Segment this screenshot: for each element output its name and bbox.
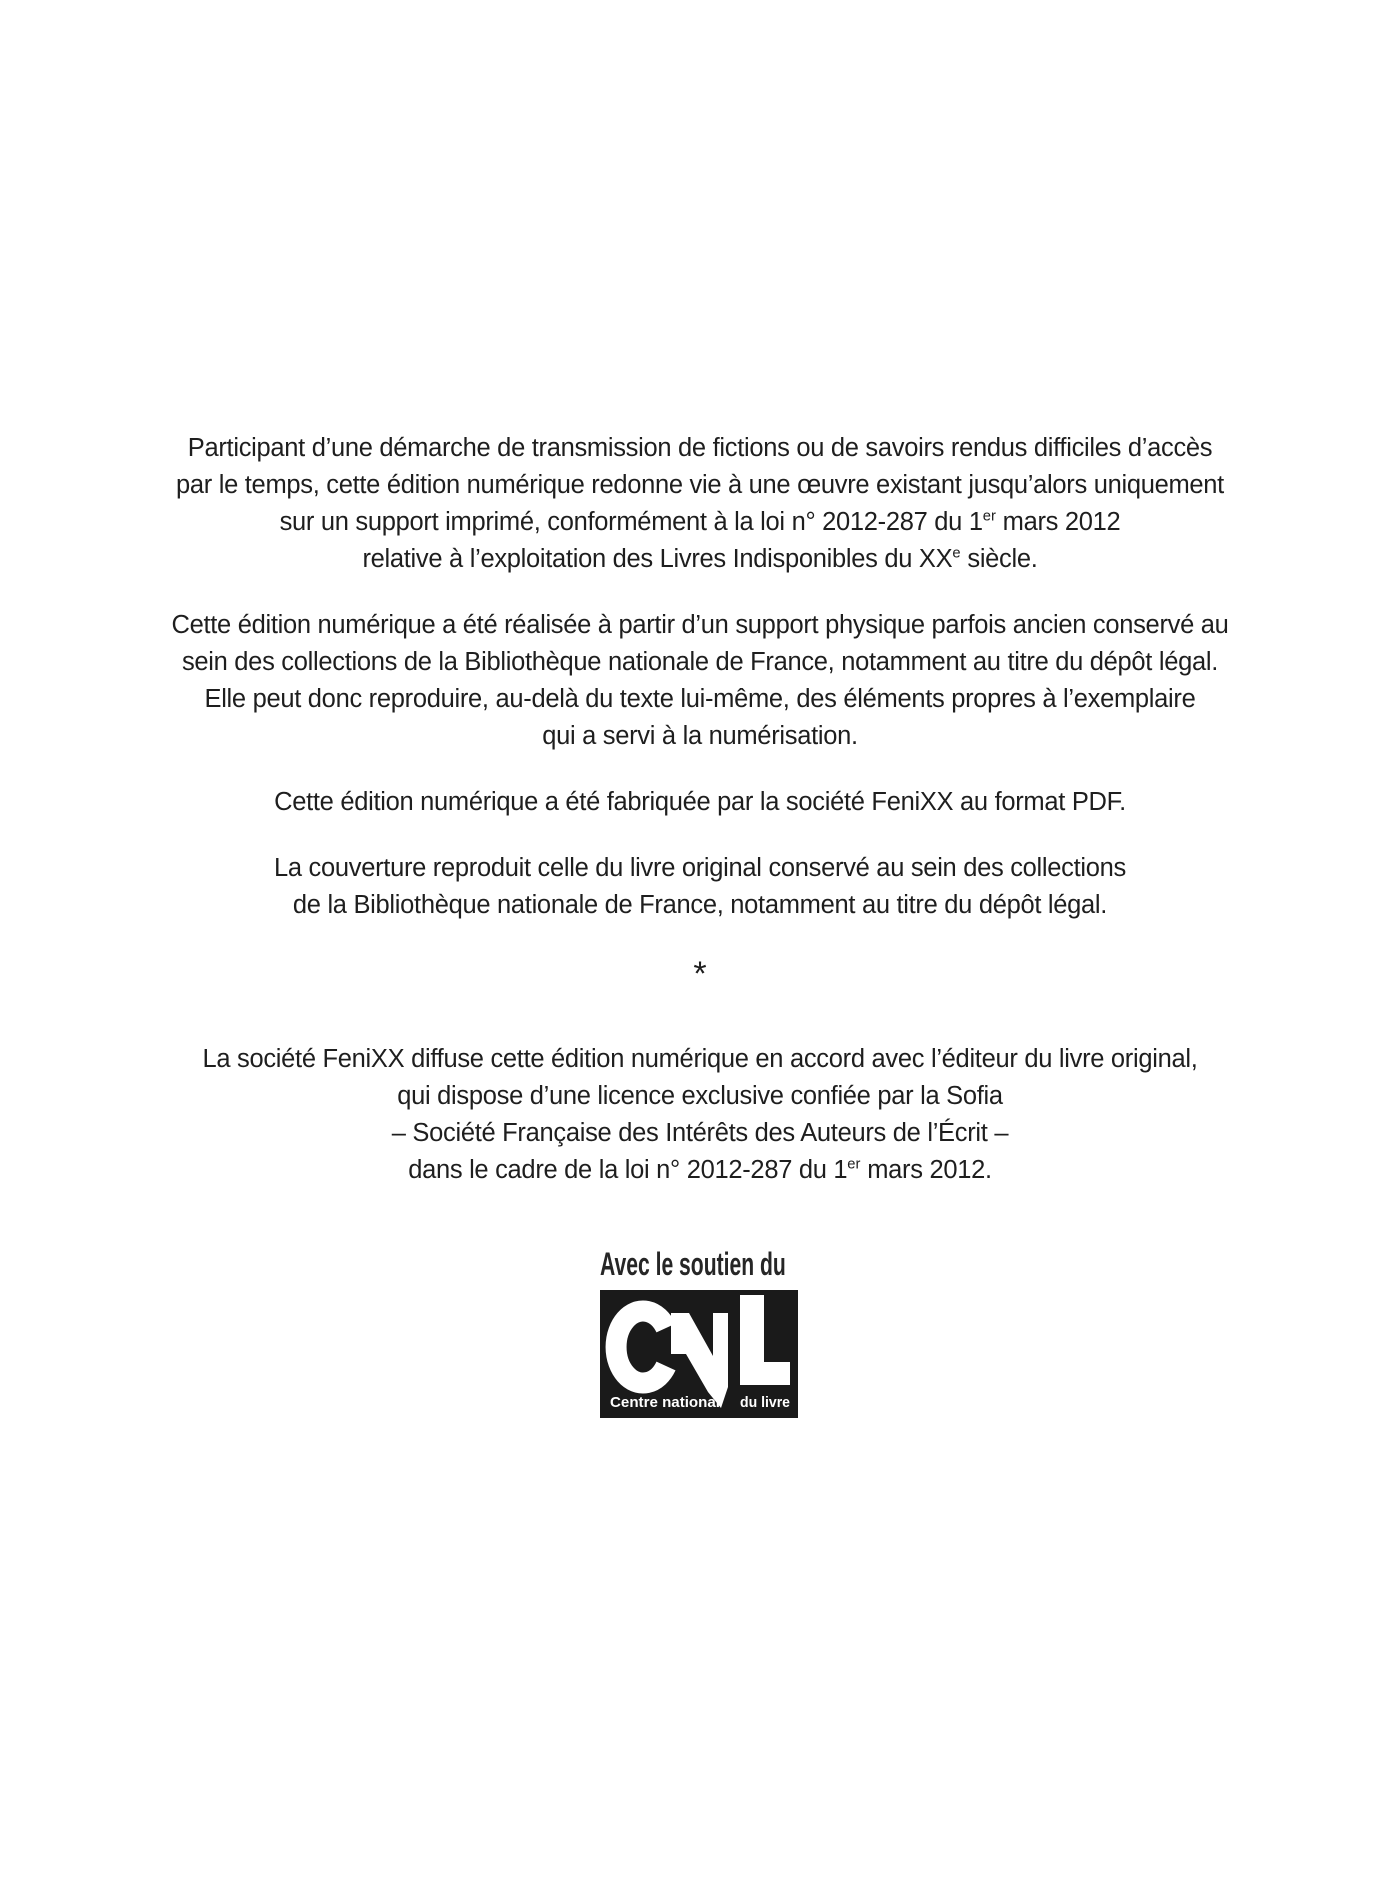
text-segment: qui dispose d’une licence exclusive confiée par la Sofia bbox=[397, 1082, 1003, 1110]
text-line bbox=[0, 1041, 1400, 1078]
paragraph bbox=[0, 850, 1400, 924]
text-segment: de la Bibliothèque nationale de France, notamment au titre du dépôt légal. bbox=[292, 891, 1108, 919]
text-segment: mars 2012. bbox=[860, 1156, 992, 1184]
text-segment: La société FeniXX diffuse cette édition numérique en accord avec l’éditeur du livre original, bbox=[202, 1045, 1198, 1073]
cnl-logo bbox=[600, 1290, 798, 1418]
cnl-caption-right: du livre bbox=[740, 1394, 790, 1411]
text-line bbox=[0, 718, 1400, 755]
support-section bbox=[600, 1248, 800, 1418]
paragraph bbox=[0, 784, 1400, 821]
text-segment: Participant d’une démarche de transmission de fictions ou de savoirs rendus difficiles d’accès bbox=[187, 434, 1213, 462]
colophon-text-block bbox=[0, 430, 1400, 1189]
text-line bbox=[0, 504, 1400, 541]
text-line bbox=[0, 644, 1400, 681]
paragraphs-after-separator bbox=[0, 1041, 1400, 1189]
cnl-caption-left: Centre national bbox=[610, 1394, 720, 1411]
text-segment: par le temps, cette édition numérique redonne vie à une œuvre existant jusqu’alors uniquement bbox=[176, 471, 1224, 499]
text-segment: dans le cadre de la loi n° 2012-287 du 1 bbox=[408, 1156, 848, 1184]
separator-asterisk: * bbox=[693, 955, 707, 993]
text-segment: sur un support imprimé, conformément à la loi n° 2012-287 du 1 bbox=[279, 508, 983, 536]
text-segment: Elle peut donc reproduire, au-delà du texte lui-même, des éléments propres à l’exemplaire bbox=[204, 685, 1196, 713]
text-line bbox=[0, 850, 1400, 887]
text-segment: Cette édition numérique a été réalisée à partir d’un support physique parfois ancien conservé au bbox=[171, 611, 1229, 639]
text-line bbox=[0, 430, 1400, 467]
text-segment: relative à l’exploitation des Livres Indisponibles du XX bbox=[362, 545, 953, 573]
text-line bbox=[0, 607, 1400, 644]
text-line bbox=[0, 784, 1400, 821]
paragraphs-before-separator bbox=[0, 430, 1400, 924]
paragraph bbox=[0, 430, 1400, 578]
text-segment: sein des collections de la Bibliothèque nationale de France, notamment au titre du dépôt légal. bbox=[181, 648, 1219, 676]
paragraph bbox=[0, 607, 1400, 755]
support-caption: Avec le soutien du bbox=[600, 1246, 786, 1282]
text-segment: siècle. bbox=[960, 545, 1038, 573]
superscript: er bbox=[847, 1156, 861, 1173]
paragraph bbox=[0, 1041, 1400, 1189]
text-segment: – Société Française des Intérêts des Auteurs de l’Écrit – bbox=[391, 1119, 1009, 1147]
text-line bbox=[0, 541, 1400, 578]
text-line bbox=[0, 681, 1400, 718]
text-line bbox=[0, 1115, 1400, 1152]
superscript: er bbox=[982, 508, 996, 525]
text-line bbox=[0, 1152, 1400, 1189]
text-line bbox=[0, 887, 1400, 924]
text-segment: Cette édition numérique a été fabriquée par la société FeniXX au format PDF. bbox=[274, 788, 1126, 816]
text-segment: qui a servi à la numérisation. bbox=[542, 722, 858, 750]
superscript: e bbox=[952, 545, 961, 562]
text-segment: La couverture reproduit celle du livre original conservé au sein des collections bbox=[274, 854, 1126, 882]
text-segment: mars 2012 bbox=[995, 508, 1121, 536]
text-line bbox=[0, 1078, 1400, 1115]
text-line bbox=[0, 467, 1400, 504]
